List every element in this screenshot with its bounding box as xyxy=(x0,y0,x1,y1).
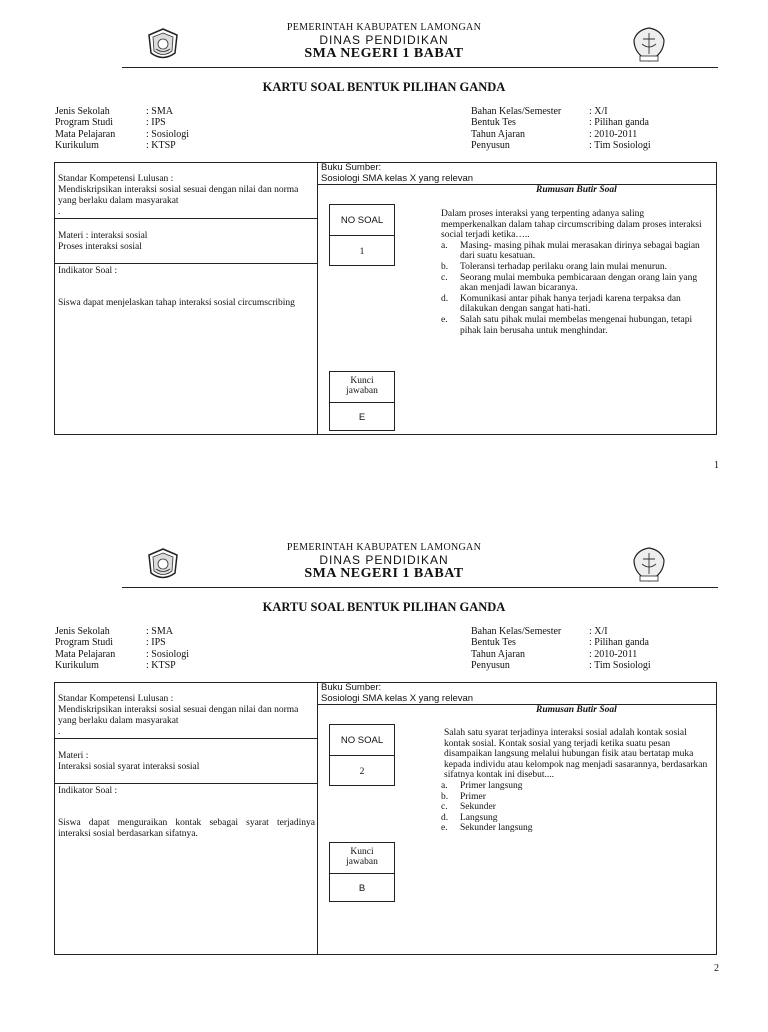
buku-text: Sosiologi SMA kelas X yang relevan xyxy=(321,173,474,184)
no-soal-label: NO SOAL xyxy=(340,215,384,226)
meta-value: : Sosiologi xyxy=(146,648,190,660)
option-key: a. xyxy=(441,780,448,791)
meta-left-labels xyxy=(55,626,115,671)
option-item xyxy=(441,802,709,813)
option-item xyxy=(441,262,709,273)
meta-left-values xyxy=(146,626,189,671)
materi-label: Materi : xyxy=(58,751,89,761)
meta-value: : Tim Sosiologi xyxy=(589,139,651,151)
no-soal-value: 1 xyxy=(359,247,365,257)
option-text: Masing- masing pihak mulai merasakan dirinya sebagai bagian dari suatu kesatuan. xyxy=(460,240,700,262)
cell-divider xyxy=(330,235,394,236)
row-divider xyxy=(317,184,717,185)
question-text: Dalam proses interaksi yang terpenting adanya saling memperkenalkan dalam tahap circumscribing dalam proses interaksi social terjadi ketika….. xyxy=(441,209,702,241)
meta-label: Jenis Sekolah xyxy=(55,626,110,637)
option-list xyxy=(441,241,709,336)
meta-label: Penyusun xyxy=(471,139,510,151)
meta-right-labels xyxy=(471,106,561,151)
meta-value: : IPS xyxy=(146,637,166,649)
meta-label: Kurikulum xyxy=(55,139,99,151)
materi-label: Materi : interaksi sosial xyxy=(58,231,148,241)
option-text: Primer langsung xyxy=(460,780,523,791)
option-text: Komunikasi antar pihak hanya terjadi karena terpaksa dan dilakukan dengan sangat hati-hati. xyxy=(460,293,681,315)
option-item xyxy=(441,294,709,315)
skl-label: Standar Kompetensi Lulusan : xyxy=(58,694,174,704)
card-title: KARTU SOAL BENTUK PILIHAN GANDA xyxy=(262,80,506,94)
meta-label: Bentuk Tes xyxy=(471,117,516,129)
skl-dot: . xyxy=(58,207,61,217)
meta-value: : X/I xyxy=(589,626,608,637)
kunci-jawaban-box xyxy=(329,371,395,431)
meta-value: : KTSP xyxy=(146,139,176,151)
meta-label: Kurikulum xyxy=(55,659,99,671)
indikator-label: Indikator Soal : xyxy=(58,266,118,276)
option-key: c. xyxy=(441,272,448,283)
row-divider xyxy=(54,783,317,784)
skl-text: Mendiskripsikan interaksi sosial sesuai dengan nilai dan norma yang berlaku dalam masyarakat xyxy=(58,705,299,726)
meta-value: : Sosiologi xyxy=(146,128,190,140)
column-divider xyxy=(317,682,318,955)
meta-label: Mata Pelajaran xyxy=(55,128,116,140)
question-block xyxy=(441,728,709,834)
government-header: PEMERINTAH KABUPATEN LAMONGAN xyxy=(286,542,482,553)
cell-divider xyxy=(330,755,394,756)
option-list xyxy=(441,781,709,834)
no-soal-box xyxy=(329,724,395,786)
materi-text: Proses interaksi sosial xyxy=(58,242,142,252)
materi-text: Interaksi sosial syarat interaksi sosial xyxy=(58,762,200,772)
buku-text: Sosiologi SMA kelas X yang relevan xyxy=(321,693,474,704)
option-key: b. xyxy=(441,791,449,802)
option-item xyxy=(441,241,709,262)
meta-label: Tahun Ajaran xyxy=(471,128,526,140)
skl-label: Standar Kompetensi Lulusan : xyxy=(58,174,174,184)
row-divider xyxy=(54,738,317,739)
header-divider xyxy=(122,587,718,588)
option-text: Sekunder langsung xyxy=(460,823,533,834)
option-key: e. xyxy=(441,823,448,834)
meta-label: Penyusun xyxy=(471,659,510,671)
meta-value: : Pilihan ganda xyxy=(589,637,649,649)
option-key: c. xyxy=(441,802,448,813)
page-number: 1 xyxy=(714,460,719,471)
department-header: DINAS PENDIDIKAN xyxy=(319,553,449,567)
option-key: d. xyxy=(441,293,449,304)
meta-label: Bahan Kelas/Semester xyxy=(471,106,562,117)
meta-right-labels xyxy=(471,626,561,671)
school-name: SMA NEGERI 1 BABAT xyxy=(304,46,464,61)
page-number: 2 xyxy=(714,963,719,974)
option-text: Sekunder xyxy=(460,802,496,813)
option-text: Salah satu pihak mulai membelas mengenai hubungan, tetapi pihak lain berusaha untuk menghindar. xyxy=(460,314,693,336)
row-divider xyxy=(54,218,317,219)
option-key: e. xyxy=(441,314,448,325)
indikator-text: Siswa dapat menguraikan kontak sebagai syarat terjadinya interaksi sosial berdasarkan sifatnya. xyxy=(58,818,315,839)
no-soal-value: 2 xyxy=(359,767,365,777)
meta-label: Jenis Sekolah xyxy=(55,106,110,117)
question-text: Salah satu syarat terjadinya interaksi sosial adalah kontak sosial kontak sosial. Kontak sosial yang terjadi ketika suatu pesan disampaikan langsung melalui hubungan fisik atau bertatap muka kepada individu atau kelompok nag menjadi sasarannya, berdasarkan sifatnya kontak ini disebut.... xyxy=(444,728,708,781)
meta-value: : 2010-2011 xyxy=(589,648,638,660)
buku-label: Buku Sumber: xyxy=(321,162,382,173)
meta-label: Program Studi xyxy=(55,637,114,649)
meta-label: Bahan Kelas/Semester xyxy=(471,626,562,637)
option-item xyxy=(441,273,709,294)
meta-right-values xyxy=(589,106,651,151)
government-header: PEMERINTAH KABUPATEN LAMONGAN xyxy=(286,22,482,33)
meta-label: Mata Pelajaran xyxy=(55,648,116,660)
meta-label: Bentuk Tes xyxy=(471,637,516,649)
kunci-label: Kunci jawaban xyxy=(346,376,378,396)
cell-divider xyxy=(330,402,394,403)
meta-left-values xyxy=(146,106,189,151)
option-key: d. xyxy=(441,812,449,823)
kunci-value: B xyxy=(358,883,366,894)
skl-text: Mendiskripsikan interaksi sosial sesuai dengan nilai dan norma yang berlaku dalam masyarakat xyxy=(58,185,299,206)
option-text: Seorang mulai membuka pembicaraan dengan orang lain yang akan menjadi lawan bicaranya. xyxy=(460,272,698,294)
header-divider xyxy=(122,67,718,68)
option-text: Langsung xyxy=(460,812,498,823)
kunci-jawaban-box xyxy=(329,842,395,902)
cell-divider xyxy=(330,873,394,874)
meta-value: : SMA xyxy=(146,106,173,117)
rumusan-label: Rumusan Butir Soal xyxy=(536,705,617,715)
option-item xyxy=(441,315,709,336)
option-item xyxy=(441,823,709,834)
skl-dot: . xyxy=(58,727,61,737)
no-soal-label: NO SOAL xyxy=(340,735,384,746)
buku-label: Buku Sumber: xyxy=(321,682,382,693)
question-block xyxy=(441,209,709,336)
meta-value: : X/I xyxy=(589,106,608,117)
meta-value: : Tim Sosiologi xyxy=(589,659,651,671)
rumusan-label: Rumusan Butir Soal xyxy=(536,185,617,195)
meta-label: Tahun Ajaran xyxy=(471,648,526,660)
meta-left-labels xyxy=(55,106,115,151)
indikator-text: Siswa dapat menjelaskan tahap interaksi sosial circumscribing xyxy=(58,298,295,308)
indikator-label: Indikator Soal : xyxy=(58,786,118,796)
no-soal-box xyxy=(329,204,395,266)
option-text: Toleransi terhadap perilaku orang lain mulai menurun. xyxy=(460,261,667,272)
meta-value: : IPS xyxy=(146,117,166,129)
meta-right-values xyxy=(589,626,651,671)
kartu-soal-page-2 xyxy=(0,520,768,1032)
department-header: DINAS PENDIDIKAN xyxy=(319,33,449,47)
kartu-soal-page-1 xyxy=(0,0,768,512)
row-divider xyxy=(317,704,717,705)
option-item xyxy=(441,781,709,792)
row-divider xyxy=(54,263,317,264)
school-name: SMA NEGERI 1 BABAT xyxy=(304,566,464,581)
card-title: KARTU SOAL BENTUK PILIHAN GANDA xyxy=(262,600,506,614)
meta-value: : 2010-2011 xyxy=(589,128,638,140)
kunci-label: Kunci jawaban xyxy=(346,847,378,867)
column-divider xyxy=(317,162,318,435)
option-text: Primer xyxy=(460,791,486,802)
meta-value: : SMA xyxy=(146,626,173,637)
option-key: b. xyxy=(441,261,449,272)
option-item xyxy=(441,792,709,803)
meta-value: : Pilihan ganda xyxy=(589,117,649,129)
kunci-value: E xyxy=(358,412,366,423)
meta-value: : KTSP xyxy=(146,659,176,671)
option-item xyxy=(441,813,709,824)
meta-label: Program Studi xyxy=(55,117,114,129)
option-key: a. xyxy=(441,240,448,251)
